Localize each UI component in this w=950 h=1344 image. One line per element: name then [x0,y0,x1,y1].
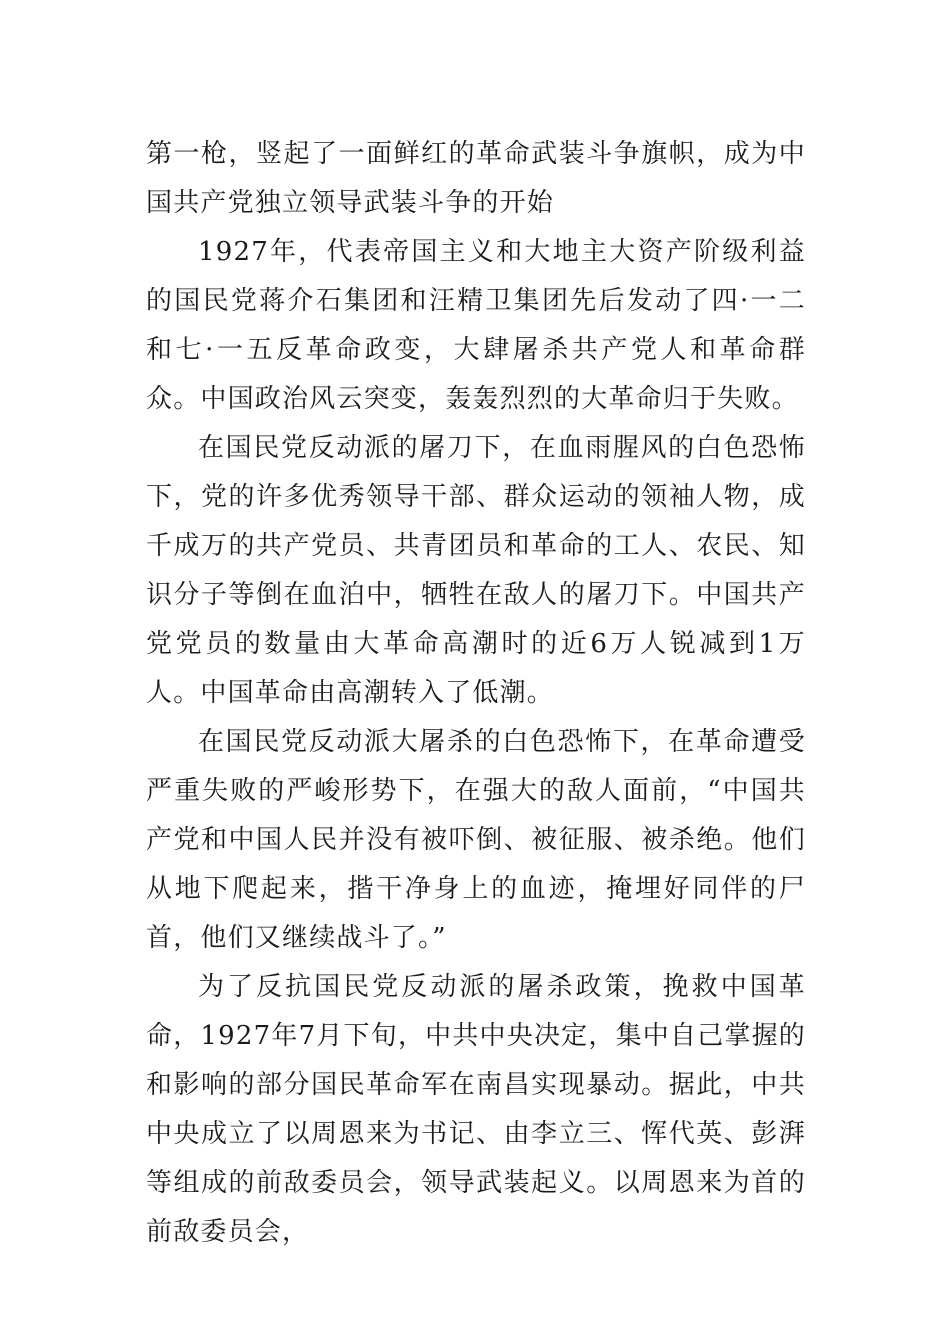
paragraph-1: 第一枪，竖起了一面鲜红的革命武装斗争旗帜，成为中国共产党独立领导武装斗争的开始 [146,139,806,218]
paragraph-4: 在国民党反动派大屠杀的白色恐怖下，在革命遭受严重失败的严峻形势下，在强大的敌人面前，“中国共产党和中国人民并没有被吓倒、被征服、被杀绝。他们从地下爬起来，揩干净身上的血迹，掩埋好同伴的尸首，他们又继续战斗了。” [146,727,806,953]
body-text [146,130,806,1257]
paragraph-5: 为了反抗国民党反动派的屠杀政策，挽救中国革命，1927年7月下旬，中共中央决定，集中自己掌握的和影响的部分国民革命军在南昌实现暴动。据此，中共中央成立了以周恩来为书记、由李立三、恽代英、彭湃等组成的前敌委员会，领导武装起义。以周恩来为首的前敌委员会， [146,972,806,1247]
paragraph-2: 1927年，代表帝国主义和大地主大资产阶级利益的国民党蒋介石集团和汪精卫集团先后发动了四·一二和七·一五反革命政变，大肆屠杀共产党人和革命群众。中国政治风云突变，轰轰烈烈的大革命归于失败。 [146,237,806,414]
paragraph-3: 在国民党反动派的屠刀下，在血雨腥风的白色恐怖下，党的许多优秀领导干部、群众运动的领袖人物，成千成万的共产党员、共青团员和革命的工人、农民、知识分子等倒在血泊中，牺牲在敌人的屠刀下。中国共产党党员的数量由大革命高潮时的近6万人锐减到1万人。中国革命由高潮转入了低潮。 [146,433,806,708]
